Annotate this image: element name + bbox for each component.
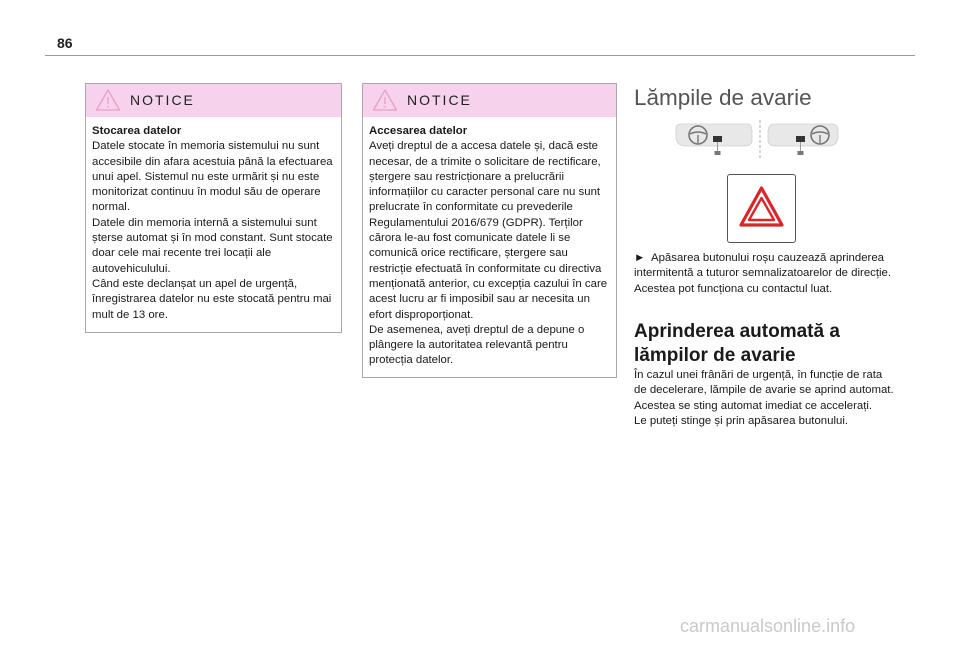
notice-paragraph: Datele din memoria internă a sistemului sunt șterse automat și în mod constant. Sunt stocate doar cele mai recente trei locații ale autovehiculului. bbox=[92, 216, 333, 275]
hazard-description bbox=[634, 251, 894, 297]
auto-hazard-description bbox=[634, 368, 894, 429]
page-number: 86 bbox=[57, 35, 73, 51]
notice-title: NOTICE bbox=[407, 92, 472, 108]
section-title-auto-hazard: Aprinderea automată a lămpilor de avarie bbox=[634, 321, 840, 366]
notice-header bbox=[363, 84, 616, 117]
notice-box-data-storage bbox=[85, 83, 342, 333]
section-title-hazard-lamps: Lămpile de avarie bbox=[634, 85, 812, 110]
hazard-paragraph: Apăsarea butonului roșu cauzează aprinderea intermitentă a tuturor semnalizatoarelor de direcție. bbox=[634, 252, 892, 280]
hazard-instruction bbox=[634, 251, 894, 282]
top-rule bbox=[45, 55, 915, 56]
bullet-arrow: ► bbox=[634, 252, 646, 264]
notice-title: NOTICE bbox=[130, 92, 195, 108]
notice-body bbox=[363, 117, 616, 369]
notice-paragraph: Aveți dreptul de a accesa datele și, dacă este necesar, de a trimite o solicitare de rectificare, ștergere sau restricționare a prelucrării informațiilor cu caracter personal care nu sunt prelucrate în conformitate cu prevederile Regulamentului 2016/679 (GDPR). Terților cărora le-au fost comunicate datele li se comunică orice rectificare, ștergere sau restricție efectuată în conformitate cu directiva menționată anterior, cu excepția cazului în care acest lucru ar fi imposibil sau ar necesita un efort disproporționat. bbox=[369, 140, 608, 321]
hazard-paragraph: Acestea pot funcționa cu contactul luat. bbox=[634, 282, 833, 295]
notice-paragraph: Datele stocate în memoria sistemului nu sunt accesibile din afara acestuia până la efectuarea unui apel. Sistemul nu este urmărit și nu este monitorizat continuu în modul său de operare normal. bbox=[92, 140, 333, 214]
notice-heading: Stocarea datelor bbox=[92, 125, 182, 137]
warning-triangle-icon bbox=[372, 88, 398, 112]
hazard-triangle-icon bbox=[731, 178, 792, 239]
notice-body bbox=[86, 117, 341, 323]
notice-paragraph: Când este declanșat un apel de urgență, înregistrarea datelor nu este stocată pentru mai mult de 13 ore. bbox=[92, 277, 332, 321]
warning-triangle-icon bbox=[95, 88, 121, 112]
dashboard-steering-wheel-icon bbox=[672, 118, 842, 162]
watermark: carmanualsonline.info bbox=[680, 616, 856, 636]
notice-header bbox=[86, 84, 341, 117]
hazard-button bbox=[727, 174, 796, 243]
auto-paragraph: Le puteți stinge și prin apăsarea butonului. bbox=[634, 414, 849, 427]
auto-paragraph: În cazul unei frânări de urgență, în funcție de rata de decelerare, lămpile de avarie se aprind automat. Acestea se sting automat imediat ce accelerați. bbox=[634, 369, 894, 412]
notice-heading: Accesarea datelor bbox=[369, 125, 468, 137]
notice-paragraph: De asemenea, aveți dreptul de a depune o plângere la autoritatea relevantă pentru protecția datelor. bbox=[369, 323, 585, 367]
notice-box-data-access bbox=[362, 83, 617, 378]
